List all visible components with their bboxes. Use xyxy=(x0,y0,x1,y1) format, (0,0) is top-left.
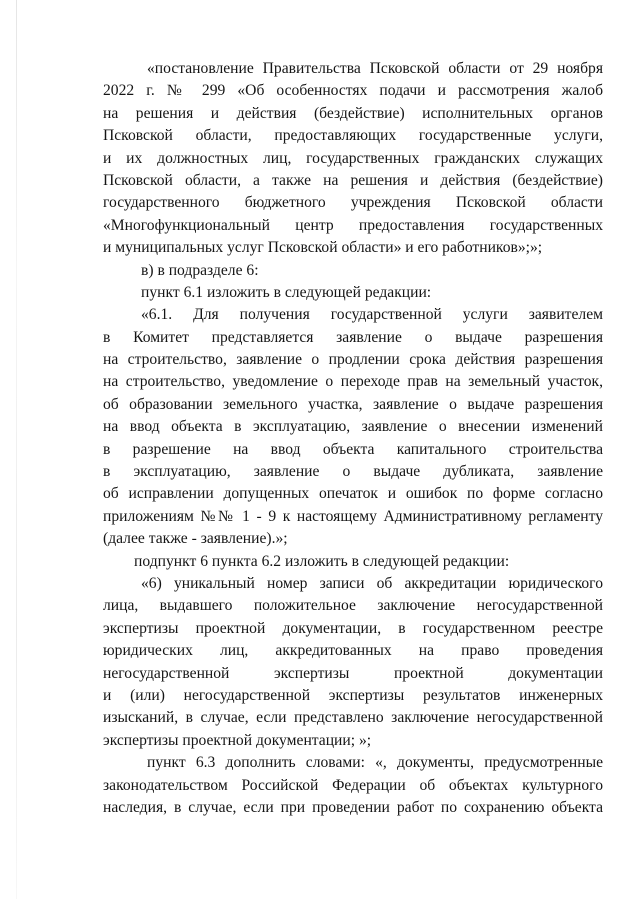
text-line: 2022 г. № 299 «Об особенностях подачи и рассмотрения жалоб xyxy=(103,82,603,100)
text-line: экспертизы проектной документации; »; xyxy=(103,731,372,749)
text-line: юридических лиц, аккредитованных на право проведения xyxy=(103,642,603,660)
text-line: лица, выдавшего положительное заключение негосударственной xyxy=(103,597,603,615)
text-line: на решения и действия (бездействие) исполнительных органов xyxy=(103,104,603,122)
text-line: в) в подразделе 6: xyxy=(141,261,259,279)
text-line: об образовании земельного участка, заявление о выдаче разрешения xyxy=(103,395,603,413)
text-line: «Многофункциональный центр предоставления государственных xyxy=(103,216,603,234)
text-line: подпункт 6 пункта 6.2 изложить в следующей редакции: xyxy=(134,552,510,570)
text-line: и их должностных лиц, государственных гражданских служащих xyxy=(103,149,603,167)
text-line: государственного бюджетного учреждения Псковской области xyxy=(103,194,603,212)
text-line: на строительство, заявление о продлении срока действия разрешения xyxy=(103,351,603,369)
text-line: пункт 6.3 дополнить словами: «, документы, предусмотренные xyxy=(147,754,603,772)
text-line: в разрешение на ввод объекта капитального строительства xyxy=(103,440,603,458)
text-line: и муниципальных услуг Псковской области» и его работников»;»; xyxy=(103,239,543,257)
text-line: в Комитет представляется заявление о выдаче разрешения xyxy=(103,328,603,346)
text-line: изысканий, в случае, если представлено заключение негосударственной xyxy=(103,709,603,727)
text-line: наследия, в случае, если при проведении работ по сохранению объекта xyxy=(103,798,603,816)
text-line: Псковской области, предоставляющих государственные услуги, xyxy=(103,127,603,145)
text-line: «6.1. Для получения государственной услуги заявителем xyxy=(141,306,603,324)
text-line: и (или) негосударственной экспертизы результатов инженерных xyxy=(103,686,603,704)
text-line: негосударственной экспертизы проектной документации xyxy=(103,664,603,682)
text-line: на строительство, уведомление о переходе прав на земельный участок, xyxy=(103,373,603,391)
text-line: экспертизы проектной документации, в государственном реестре xyxy=(103,619,603,637)
scan-margin-line xyxy=(16,0,17,899)
text-line: (далее также - заявление).»; xyxy=(103,530,288,548)
text-line: об исправлении допущенных опечаток и ошибок по форме согласно xyxy=(103,485,603,503)
text-line: пункт 6.1 изложить в следующей редакции: xyxy=(141,283,432,301)
document-body xyxy=(103,58,603,819)
text-line: законодательством Российской Федерации об объектах культурного xyxy=(103,776,603,794)
text-line: «постановление Правительства Псковской области от 29 ноября xyxy=(147,60,603,77)
text-line: «6) уникальный номер записи об аккредитации юридического xyxy=(141,574,603,592)
text-line: приложениям №№ 1 - 9 к настоящему Административному регламенту xyxy=(103,507,603,525)
text-line: на ввод объекта в эксплуатацию, заявление о внесении изменений xyxy=(103,418,603,436)
text-line: в эксплуатацию, заявление о выдаче дубликата, заявление xyxy=(103,463,603,481)
text-line: Псковской области, а также на решения и действия (бездействие) xyxy=(103,171,603,189)
